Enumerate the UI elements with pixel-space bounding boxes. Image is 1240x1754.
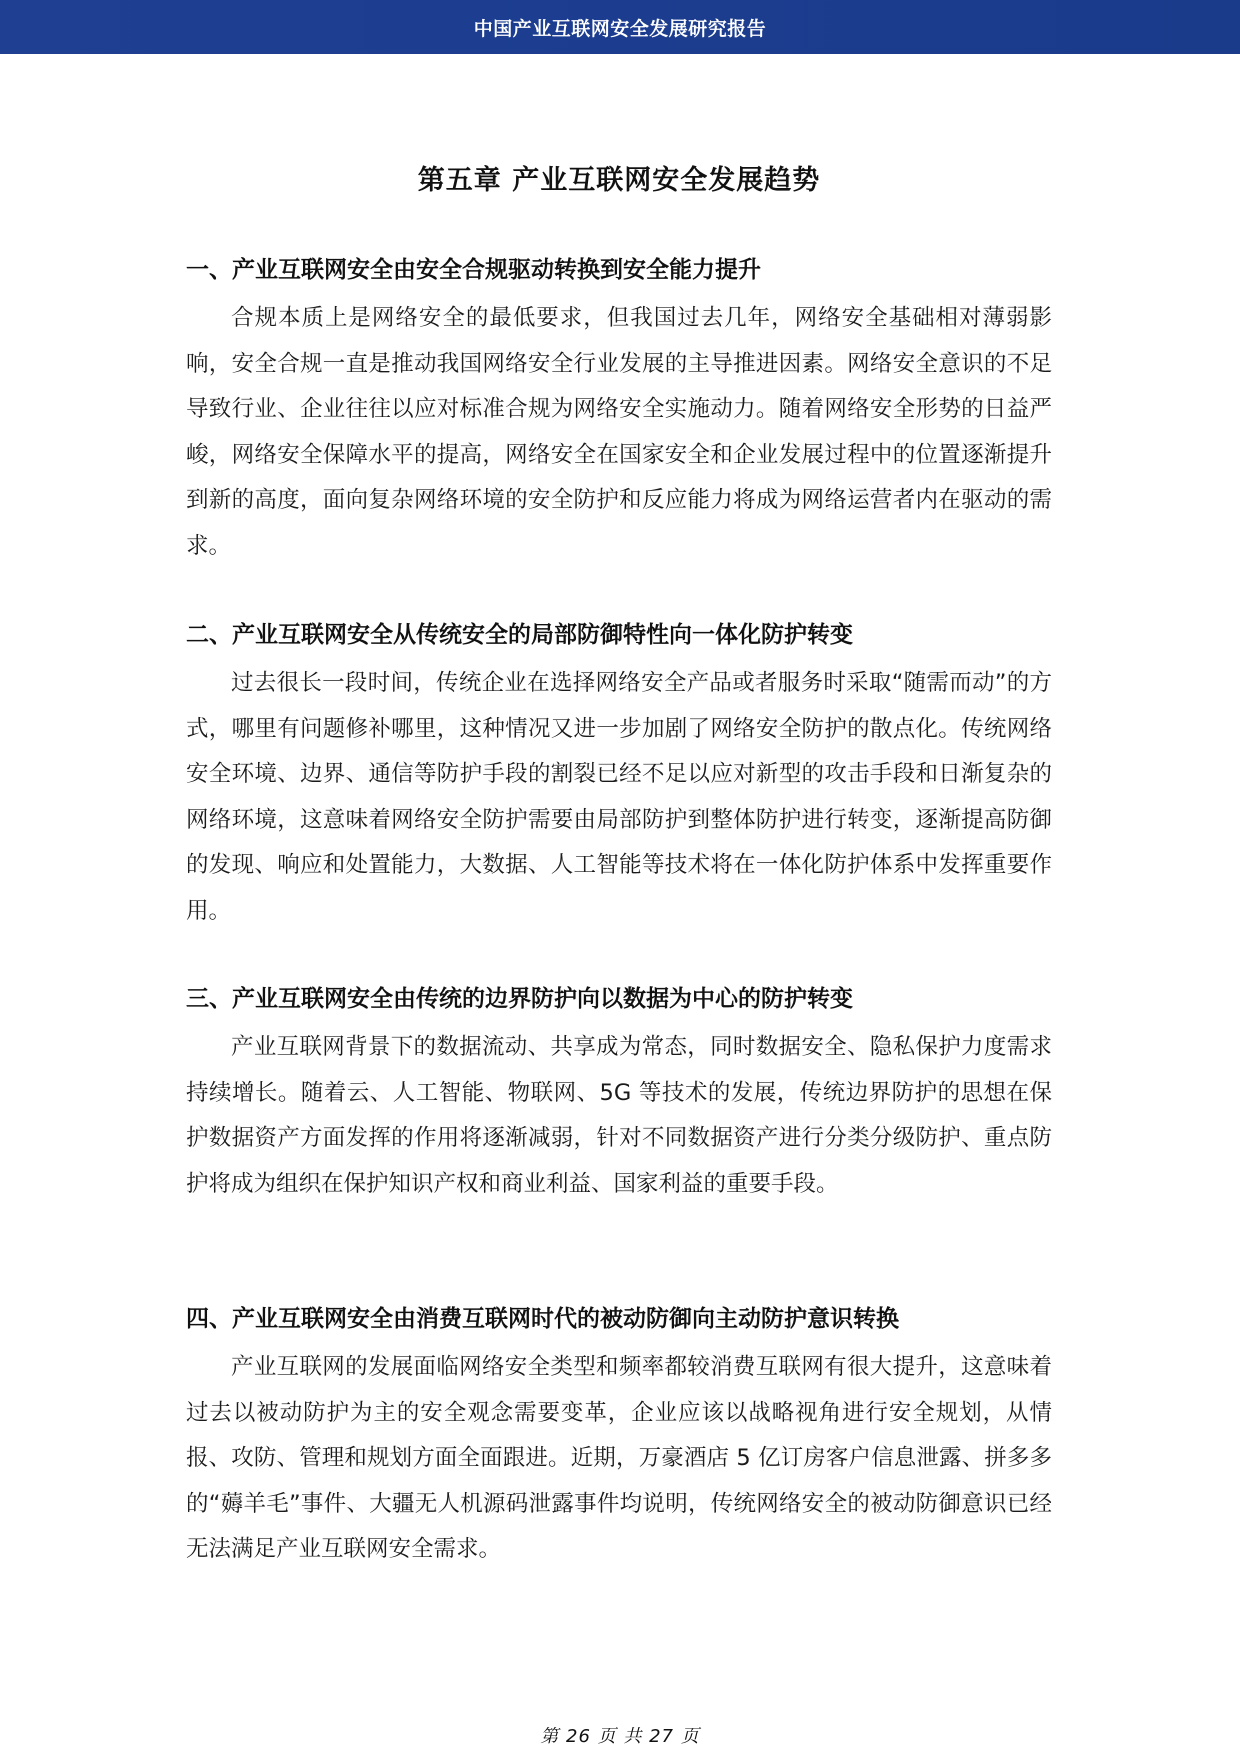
section-heading: 三、产业互联网安全由传统的边界防护向以数据为中心的防护转变	[186, 986, 853, 1012]
section-heading: 一、产业互联网安全由安全合规驱动转换到安全能力提升	[186, 257, 761, 283]
page-number: 第 26 页 共 27 页	[540, 1726, 700, 1747]
section-heading: 二、产业互联网安全从传统安全的局部防御特性向一体化防护转变	[186, 622, 853, 648]
section-paragraph: 过去很长一段时间，传统企业在选择网络安全产品或者服务时采取“随需而动”的方式，哪里有问题修补哪里，这种情况又进一步加剧了网络安全防护的散点化。传统网络安全环境、边界、通信等防护手段的割裂已经不足以应对新型的攻击手段和日渐复杂的网络环境，这意味着网络安全防护需要由局部防护到整体防护进行转变，逐渐提高防御的发现、响应和处置能力，大数据、人工智能等技术将在一体化防护体系中发挥重要作用。	[186, 670, 1052, 924]
section-2	[186, 619, 1052, 934]
section-1	[186, 254, 1052, 569]
section-4	[186, 1303, 1052, 1573]
section-paragraph: 产业互联网背景下的数据流动、共享成为常态，同时数据安全、隐私保护力度需求持续增长。随着云、人工智能、物联网、5G 等技术的发展，传统边界防护的思想在保护数据资产方面发挥的作用将逐渐减弱，针对不同数据资产进行分类分级防护、重点防护将成为组织在保护知识产权和商业利益、国家利益的重要手段。	[186, 1034, 1052, 1197]
report-header-bar	[0, 0, 1240, 54]
chapter-title: 第五章 产业互联网安全发展趋势	[417, 165, 821, 196]
section-heading: 四、产业互联网安全由消费互联网时代的被动防御向主动防护意识转换	[186, 1306, 899, 1332]
report-title: 中国产业互联网安全发展研究报告	[473, 17, 767, 40]
section-3	[186, 983, 1052, 1207]
section-paragraph: 产业互联网的发展面临网络安全类型和频率都较消费互联网有很大提升，这意味着过去以被动防护为主的安全观念需要变革，企业应该以战略视角进行安全规划，从情报、攻防、管理和规划方面全面跟进。近期，万豪酒店 5 亿订房客户信息泄露、拼多多的“薅羊毛”事件、大疆无人机源码泄露事件均说明，传统网络安全的被动防御意识已经无法满足产业互联网安全需求。	[186, 1354, 1052, 1562]
section-paragraph: 合规本质上是网络安全的最低要求，但我国过去几年，网络安全基础相对薄弱影响，安全合规一直是推动我国网络安全行业发展的主导推进因素。网络安全意识的不足导致行业、企业往往以应对标准合规为网络安全实施动力。随着网络安全形势的日益严峻，网络安全保障水平的提高，网络安全在国家安全和企业发展过程中的位置逐渐提升到新的高度，面向复杂网络环境的安全防护和反应能力将成为网络运营者内在驱动的需求。	[186, 305, 1052, 559]
